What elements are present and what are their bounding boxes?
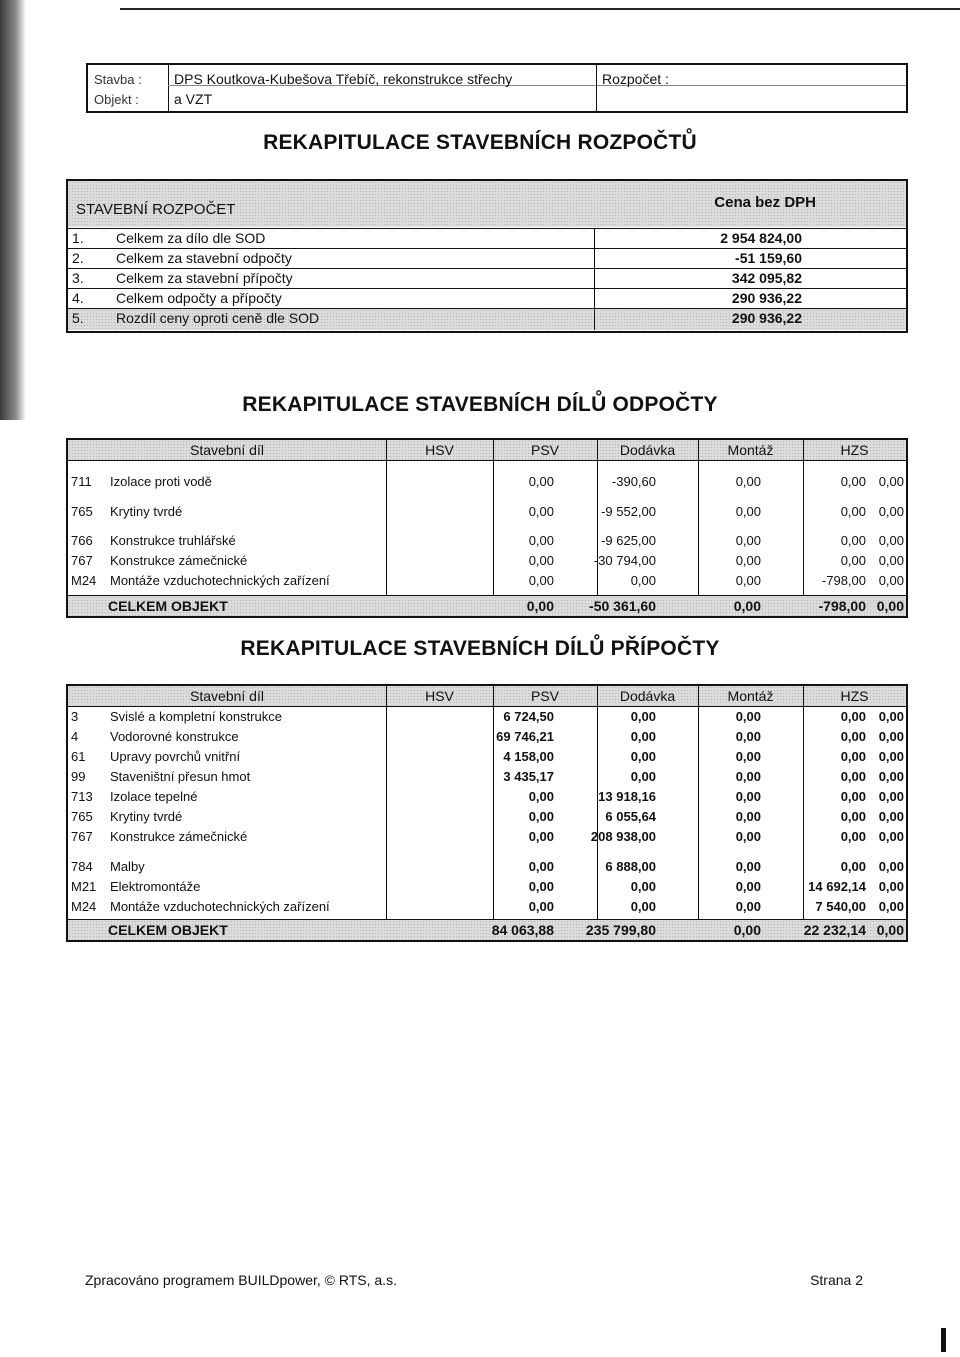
cell-hzs: 0,00 — [878, 533, 904, 548]
cell-hzs: 0,00 — [878, 899, 904, 914]
cell-hzs: 0,00 — [878, 474, 904, 489]
cell-dod: 0,00 — [735, 749, 761, 764]
row-name: Malby — [110, 859, 145, 874]
project-header — [86, 63, 908, 113]
row-code: 766 — [71, 533, 93, 548]
cell-dod: 0,00 — [735, 769, 761, 784]
cell-mon: 0,00 — [840, 709, 866, 724]
cell-hzs: 0,00 — [878, 729, 904, 744]
table-row — [68, 807, 906, 827]
cell-dod: 0,00 — [735, 829, 761, 844]
rekap-rozpoctu-title: REKAPITULACE STAVEBNÍCH ROZPOČTŮ — [263, 131, 697, 154]
cell-hzs: 0,00 — [878, 573, 904, 588]
cell-hzs: 0,00 — [878, 829, 904, 844]
cell-psv: -390,60 — [611, 474, 656, 489]
cell-dod: 0,00 — [735, 709, 761, 724]
cell-mon: 0,00 — [840, 769, 866, 784]
cell-hsv: 0,00 — [528, 573, 554, 588]
cell-mon: 0,00 — [840, 533, 866, 548]
table-row: 4. Celkem odpočty a přípočty 290 936,22 — [68, 288, 906, 308]
row-name: Elektromontáže — [110, 879, 201, 894]
cell-hzs: 0,00 — [878, 809, 904, 824]
cell-hsv: 0,00 — [528, 859, 554, 874]
cell-psv: -9 552,00 — [601, 504, 656, 519]
cell-hsv: 0,00 — [528, 474, 554, 489]
table-row — [68, 502, 906, 522]
table-row — [68, 767, 906, 787]
cell-psv: -9 625,00 — [601, 533, 656, 548]
cell-mon: 7 540,00 — [815, 899, 866, 914]
table-row — [68, 747, 906, 767]
cell-psv: 0,00 — [630, 899, 656, 914]
table-row — [68, 827, 906, 847]
table-row — [68, 897, 906, 917]
cell-dod: 0,00 — [735, 879, 761, 894]
column-header: Stavební díl — [190, 442, 264, 458]
pripocty-table — [66, 684, 908, 942]
cell-dod: 0,00 — [735, 504, 761, 519]
column-header: HSV — [425, 442, 454, 458]
row-code: 711 — [71, 474, 92, 489]
cell-psv: -30 794,00 — [593, 553, 656, 568]
stavebni-rozpocet-table — [66, 179, 908, 333]
stavba-label: Stavba : — [94, 72, 142, 87]
cell-mon: 0,00 — [840, 729, 866, 744]
row-name: Krytiny tvrdé — [110, 809, 183, 824]
objekt-label: Objekt : — [94, 92, 139, 107]
cell-psv: 6 055,64 — [605, 809, 656, 824]
table-row — [68, 727, 906, 747]
column-header: Montáž — [727, 442, 774, 458]
total-label: CELKEM OBJEKT — [108, 922, 228, 938]
cell-dod: 0,00 — [735, 789, 761, 804]
cell-hsv: 0,00 — [528, 879, 554, 894]
column-header: HZS — [840, 688, 869, 704]
table-row-total — [68, 595, 906, 616]
cell-hzs: 0,00 — [878, 709, 904, 724]
table-row — [68, 877, 906, 897]
row-code: M21 — [71, 879, 97, 894]
cell-hzs: 0,00 — [878, 749, 904, 764]
cell-dod: 0,00 — [735, 899, 761, 914]
cell-hsv: 69 746,21 — [496, 729, 554, 744]
row-name: Konstrukce zámečnické — [110, 829, 248, 844]
cell-dod: 0,00 — [735, 729, 761, 744]
total-psv: 235 799,80 — [585, 922, 656, 938]
column-header: PSV — [530, 442, 559, 458]
cell-hsv: 0,00 — [528, 504, 554, 519]
footer-page-number: Strana 2 — [810, 1272, 863, 1288]
column-header: HSV — [425, 688, 454, 704]
cell-hsv: 3 435,17 — [503, 769, 554, 784]
row-code: M24 — [71, 899, 97, 914]
table-row — [68, 472, 906, 492]
odpocty-title: REKAPITULACE STAVEBNÍCH DÍLŮ ODPOČTY — [242, 393, 718, 416]
cell-mon: 0,00 — [840, 829, 866, 844]
row-name: Konstrukce truhlářské — [110, 533, 236, 548]
column-header: Dodávka — [619, 442, 676, 458]
table-row: 2. Celkem za stavební odpočty -51 159,60 — [68, 248, 906, 268]
odpocty-table — [66, 438, 908, 618]
cell-mon: 0,00 — [840, 789, 866, 804]
cell-psv: 0,00 — [630, 879, 656, 894]
table-row — [68, 551, 906, 571]
scan-edge-top — [120, 0, 960, 10]
cell-dod: 0,00 — [735, 474, 761, 489]
cell-psv: 0,00 — [630, 769, 656, 784]
cell-hsv: 0,00 — [528, 533, 554, 548]
row-name: Svislé a kompletní konstrukce — [110, 709, 282, 724]
cell-hzs: 0,00 — [878, 879, 904, 894]
cell-mon: 0,00 — [840, 859, 866, 874]
cell-mon: -798,00 — [821, 573, 866, 588]
scan-mark — [941, 1328, 946, 1352]
cell-hsv: 0,00 — [528, 789, 554, 804]
row-code: 4 — [71, 729, 79, 744]
cell-hsv: 0,00 — [528, 899, 554, 914]
row-name: Montáže vzduchotechnických zařízení — [110, 899, 330, 914]
total-dod: 0,00 — [733, 598, 761, 614]
cell-psv: 6 888,00 — [605, 859, 656, 874]
row-name: Upravy povrchů vnitřní — [110, 749, 241, 764]
row-code: 767 — [71, 553, 93, 568]
cell-psv: 13 918,16 — [598, 789, 656, 804]
cell-dod: 0,00 — [735, 859, 761, 874]
cell-dod: 0,00 — [735, 553, 761, 568]
row-name: Montáže vzduchotechnických zařízení — [110, 573, 330, 588]
row-name: Izolace proti vodě — [110, 474, 212, 489]
cell-dod: 0,00 — [735, 533, 761, 548]
table-row: 3. Celkem za stavební přípočty 342 095,82 — [68, 268, 906, 288]
column-header: Montáž — [727, 688, 774, 704]
table-header — [68, 440, 906, 461]
cell-hsv: 0,00 — [528, 809, 554, 824]
cell-hzs: 0,00 — [878, 769, 904, 784]
table-row-total — [68, 919, 906, 940]
cell-mon: 0,00 — [840, 504, 866, 519]
cell-mon: 0,00 — [840, 474, 866, 489]
rozpocet-head-right: Cena bez DPH — [714, 194, 816, 211]
row-code: M24 — [71, 573, 97, 588]
cell-mon: 0,00 — [840, 749, 866, 764]
row-name: Krytiny tvrdé — [110, 504, 183, 519]
total-hzs: 0,00 — [876, 922, 904, 938]
cell-mon: 0,00 — [840, 809, 866, 824]
row-code: 767 — [71, 829, 93, 844]
table-row — [68, 707, 906, 727]
cell-hsv: 4 158,00 — [503, 749, 554, 764]
cell-psv: 0,00 — [630, 749, 656, 764]
object-name: a VZT — [174, 91, 213, 107]
table-row-total: 5. Rozdíl ceny oproti ceně dle SOD 290 936,22 — [68, 308, 906, 330]
cell-psv: 0,00 — [630, 573, 656, 588]
total-hsv: 0,00 — [526, 598, 554, 614]
cell-dod: 0,00 — [735, 809, 761, 824]
table-row — [68, 857, 906, 877]
row-name: Konstrukce zámečnické — [110, 553, 248, 568]
column-header: Stavební díl — [190, 688, 264, 704]
cell-hzs: 0,00 — [878, 789, 904, 804]
rozpocet-label: Rozpočet : — [602, 71, 669, 87]
table-row — [68, 787, 906, 807]
row-code: 713 — [71, 789, 93, 804]
total-dod: 0,00 — [733, 922, 761, 938]
cell-dod: 0,00 — [735, 573, 761, 588]
cell-hzs: 0,00 — [878, 553, 904, 568]
row-code: 784 — [71, 859, 93, 874]
row-code: 61 — [71, 749, 86, 764]
rozpocet-header — [68, 181, 906, 227]
cell-hsv: 0,00 — [528, 829, 554, 844]
row-code: 3 — [71, 709, 79, 724]
total-label: CELKEM OBJEKT — [108, 598, 228, 614]
cell-mon: 0,00 — [840, 553, 866, 568]
total-mon: 22 232,14 — [803, 922, 866, 938]
scan-shadow-left — [0, 0, 26, 420]
row-name: Izolace tepelné — [110, 789, 198, 804]
row-name: Vodorovné konstrukce — [110, 729, 239, 744]
project-name: DPS Koutkova-Kubešova Třebíč, rekonstrukce střechy — [174, 71, 513, 87]
cell-hzs: 0,00 — [878, 859, 904, 874]
cell-psv: 208 938,00 — [590, 829, 656, 844]
column-header: Dodávka — [619, 688, 676, 704]
rozpocet-head-left: STAVEBNÍ ROZPOČET — [76, 201, 236, 218]
table-row — [68, 531, 906, 551]
footer-program: Zpracováno programem BUILDpower, © RTS, a.s. — [85, 1272, 397, 1288]
column-header: PSV — [530, 688, 559, 704]
cell-psv: 0,00 — [630, 729, 656, 744]
row-code: 765 — [71, 504, 93, 519]
table-header — [68, 686, 906, 707]
total-psv: -50 361,60 — [589, 598, 656, 614]
row-code: 765 — [71, 809, 93, 824]
total-hzs: 0,00 — [876, 598, 904, 614]
column-header: HZS — [840, 442, 869, 458]
table-row: 1. Celkem za dílo dle SOD 2 954 824,00 — [68, 228, 906, 248]
cell-mon: 14 692,14 — [808, 879, 866, 894]
cell-psv: 0,00 — [630, 709, 656, 724]
table-row — [68, 571, 906, 591]
cell-hsv: 0,00 — [528, 553, 554, 568]
cell-hsv: 6 724,50 — [503, 709, 554, 724]
pripocty-title: REKAPITULACE STAVEBNÍCH DÍLŮ PŘÍPOČTY — [240, 637, 720, 660]
row-name: Staveništní přesun hmot — [110, 769, 251, 784]
total-mon: -798,00 — [818, 598, 866, 614]
row-code: 99 — [71, 769, 86, 784]
total-hsv: 84 063,88 — [491, 922, 554, 938]
cell-hzs: 0,00 — [878, 504, 904, 519]
